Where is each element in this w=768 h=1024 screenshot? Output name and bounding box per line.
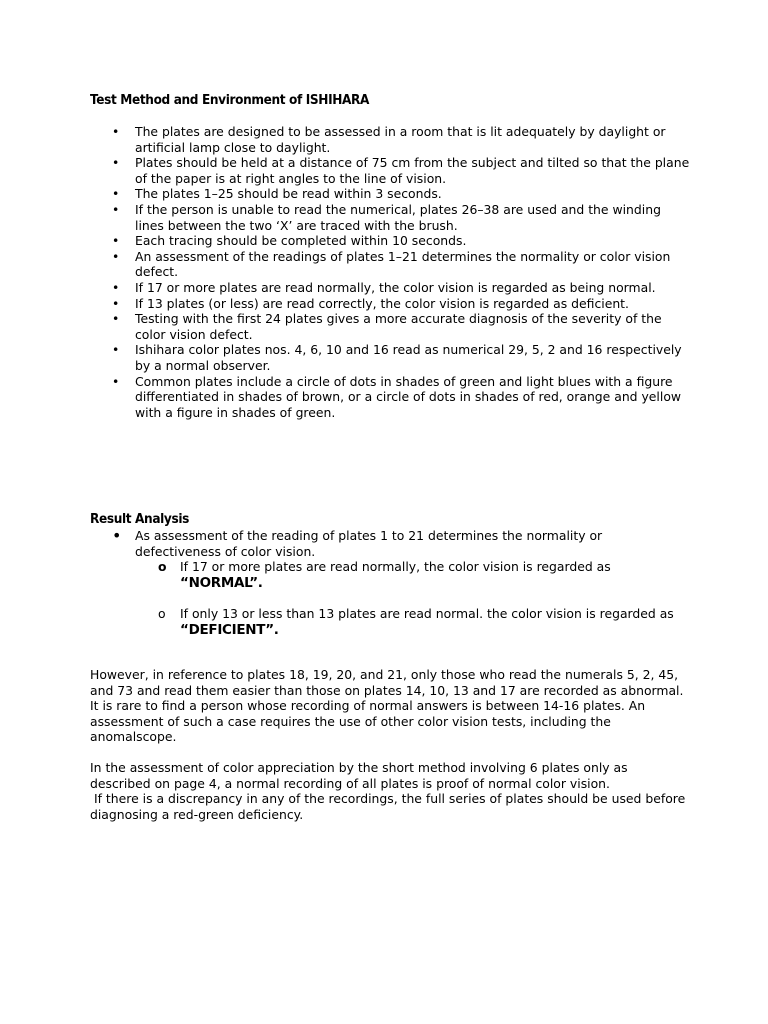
list-item: • Plates should be held at a distance of 75 cm from the subject and tilted so that the plane of the paper is at right angles to the line of vision.: [90, 155, 690, 186]
normal-emphasis: “NORMAL”.: [180, 574, 263, 591]
list-item: • Ishihara color plates nos. 4, 6, 10 and 16 read as numerical 29, 5, 2 and 16 respectively by a normal observer.: [90, 342, 690, 373]
paragraph-abnormal-reference: However, in reference to plates 18, 19, 20, and 21, only those who read the numerals 5, 2, 45, and 73 and read them easier than those on plates 14, 10, 13 and 17 are recorded as abnormal. It is rare to find a person whose recording of normal answers is between 14-16 plates. An assessment of such a case requires the use of other color vision tests, including the anomalscope.: [90, 667, 684, 745]
list-item: • Each tracing should be completed within 10 seconds.: [90, 233, 690, 249]
list-item: • An assessment of the readings of plates 1–21 determines the normality or color vision defect.: [90, 249, 690, 280]
sub-item-text: If only 13 or less than 13 plates are read normal. the color vision is regarded as: [180, 606, 674, 622]
list-item: • If 13 plates (or less) are read correctly, the color vision is regarded as deficient.: [90, 296, 690, 312]
list-item: [90, 528, 690, 639]
deficient-emphasis: “DEFICIENT”.: [180, 621, 279, 638]
section-title-test-method: Test Method and Environment of ISHIHARA: [90, 93, 370, 108]
sub-list-item-deficient: [135, 606, 690, 638]
list-item: • The plates 1–25 should be read within 3 seconds.: [90, 186, 690, 202]
result-analysis-sub-list: [135, 559, 690, 638]
sub-bullet-marker: o: [158, 559, 167, 575]
sub-list-item-normal: [135, 559, 690, 591]
section-title-result-analysis: Result Analysis: [90, 512, 189, 527]
list-item: • If the person is unable to read the numerical, plates 26–38 are used and the winding lines between the two ‘X’ are traced with the brush.: [90, 202, 690, 233]
result-analysis-list: [90, 528, 690, 654]
sub-bullet-marker: o: [158, 606, 166, 622]
list-item: • The plates are designed to be assessed in a room that is lit adequately by daylight or artificial lamp close to daylight.: [90, 124, 690, 155]
list-item: • If 17 or more plates are read normally, the color vision is regarded as being normal.: [90, 280, 690, 296]
list-item: • Testing with the first 24 plates gives a more accurate diagnosis of the severity of the color vision defect.: [90, 311, 690, 342]
result-analysis-bullet-text: As assessment of the reading of plates 1 to 21 determines the normality or defectiveness of color vision.: [135, 528, 603, 559]
sub-item-text: If 17 or more plates are read normally, the color vision is regarded as: [180, 559, 611, 575]
test-method-bullet-list: [90, 124, 690, 420]
list-item: • Common plates include a circle of dots in shades of green and light blues with a figure differentiated in shades of brown, or a circle of dots in shades of red, orange and yellow with a figure in shades of green.: [90, 374, 690, 421]
paragraph-short-method: In the assessment of color appreciation by the short method involving 6 plates only as described on page 4, a normal recording of all plates is proof of normal color vision.: [90, 760, 628, 791]
paragraph-discrepancy: If there is a discrepancy in any of the recordings, the full series of plates should be used before diagnosing a red-green deficiency.: [90, 791, 690, 822]
